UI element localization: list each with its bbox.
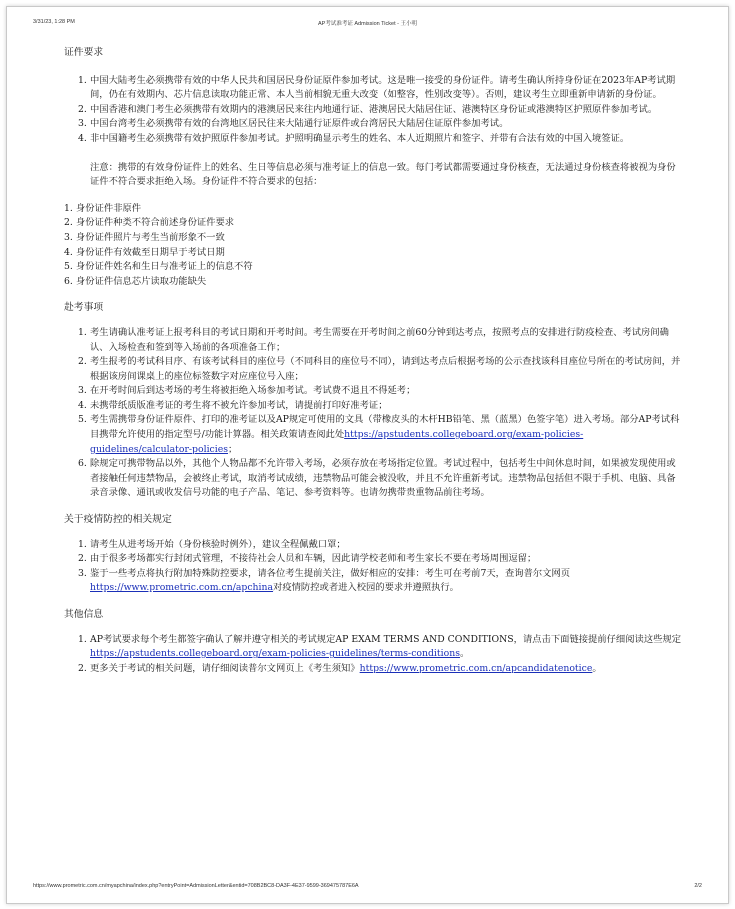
id-requirements-list: [64, 74, 684, 147]
list-item: 2. 中国香港和澳门考生必须携带有效期内的港澳居民来往内地通行证、港澳居民大陆居住证、港澳特区身份证或港澳特区护照原件参加考试。: [78, 103, 658, 115]
section-title-covid-rules: 关于疫情防控的相关规定: [64, 514, 172, 526]
list-item: 2. 由于很多考场都实行封闭式管理，不接待社会人员和车辆，因此请学校老师和考生家长不要在考场周围逗留；: [78, 553, 537, 565]
list-item: 5. 身份证件姓名和生日与准考证上的信息不符: [64, 261, 253, 273]
section-title-exam-day: 赴考事项: [64, 302, 104, 314]
print-timestamp: 3/31/23, 1:28 PM: [33, 19, 75, 25]
list-item: 3. 在开考时间后到达考场的考生将被拒绝入场参加考试。考试费不退且不得延考；: [78, 385, 416, 397]
page-content: [64, 46, 684, 676]
document-page: [6, 6, 729, 904]
list-item: 3. 中国台湾考生必须携带有效的台湾地区居民往来大陆通行证原件或台湾居民大陆居住证原件参加考试。: [78, 118, 509, 130]
id-note: 注意：携带的有效身份证件上的姓名、生日等信息必须与准考证上的信息一致。每门考试都需要通过身份核查，无法通过身份核查将被视为身份证件不符合要求拒绝入场。身份证件不符合要求的包括：: [90, 161, 676, 188]
candidate-notice-link[interactable]: https://www.prometric.com.cn/apcandidatenotice: [359, 662, 593, 674]
list-item: 2. 身份证件种类不符合前述身份证件要求: [64, 217, 235, 229]
covid-rules-list: [64, 538, 684, 596]
list-item: 1. 中国大陆考生必须携带有效的中华人民共和国居民身份证原件参加考试。这是唯一接受的身份证件。请考生确认所持身份证在2023年AP考试期间，仍在有效期内、芯片信息读取功能正常、本人当前相貌无重大改变（如整容，性别改变等）。否则，建议考生立即重新申请新的身份证。: [78, 74, 676, 101]
list-item: 3. 鉴于一些考点将执行附加特殊防控要求，请各位考生提前关注，做好相应的安排：考生可在考前7天，查询普尔文网页https://www.prometric.com.cn/apchina对疫情防控或者进入校园的要求并遵照执行。: [78, 567, 571, 594]
calculator-policy-link[interactable]: https://apstudents.collegeboard.org/exam-policies-guidelines/calculator-policies: [90, 429, 584, 455]
exam-day-list: [64, 326, 684, 501]
other-info-list: [64, 633, 684, 677]
print-url: https://www.prometric.com.cn/myapchina/index.php?entryPoint=AdmissionLetter&entid=708B2BC8-DA3F-4E37-9599-369475787E6A: [33, 883, 359, 889]
list-item: 1. 身份证件非原件: [64, 202, 142, 214]
list-item: 4. 身份证件有效截至日期早于考试日期: [64, 246, 225, 258]
page-number: 2/2: [694, 883, 702, 889]
print-title: AP考试准考证 Admission Ticket - 王小明: [317, 21, 418, 27]
list-item: 4. 非中国籍考生必须携带有效护照原件参加考试。护照明确显示考生的姓名、本人近期照片和签字、并带有合法有效的中国入境签证。: [78, 132, 630, 144]
section-title-other-info: 其他信息: [64, 609, 104, 620]
list-item: 1. 考生请确认准考证上报考科目的考试日期和开考时间。考生需要在开考时间之前60分钟到达考点，按照考点的安排进行防疫检查、考试房间确认、入场检查和签到等入场前的各项准备工作；: [78, 326, 669, 353]
terms-conditions-link[interactable]: https://apstudents.collegeboard.org/exam-policies-guidelines/terms-conditions: [90, 648, 460, 660]
list-item: 4. 未携带纸质版准考证的考生将不被允许参加考试，请提前打印好准考证；: [78, 399, 388, 411]
list-item: 3. 身份证件照片与考生当前形象不一致: [64, 231, 225, 243]
list-item: 6. 身份证件信息芯片读取功能缺失: [64, 275, 207, 287]
list-item: 2. 更多关于考试的相关问题，请仔细阅读普尔文网页上《考生须知》https://www.prometric.com.cn/apcandidatenotice。: [78, 662, 602, 674]
list-item: 2. 考生报考的考试科目序、有该考试科目的座位号（不同科目的座位号不同），请到达考点后根据考场的公示查找该科目座位号所在的考试房间，并根据该房间课桌上的座位标签数字对应座位号入座；: [78, 356, 681, 382]
list-item: 6. 除规定可携带物品以外，其他个人物品都不允许带入考场，必须存放在考场指定位置。考试过程中，包括考生中间休息时间，如果被发现使用或者接触任何违禁物品，会被终止考试，取消考试成绩，违禁物品可能会被没收，并且不允许重新考试。违禁物品包括但不限于手机、电脑、具备录音录像、通讯或收发信号功能的电子产品、笔记、参考资料等。也请勿携带贵重物品前往考场。: [78, 458, 676, 499]
id-rejection-reasons-list: [64, 202, 684, 290]
list-item: 5. 考生需携带身份证件原件、打印的准考证以及AP规定可使用的文具（带橡皮头的木杆HB铅笔、黑（蓝黑）色签字笔）进入考场。部分AP考试科目携带允许使用的指定型号/功能计算器。相关政策请查阅此处https://apstudents.collegeboard.org/exam-policies-guidelines/calculator-policies；: [78, 414, 680, 455]
list-item: 1. AP考试要求每个考生都签字确认了解并遵守相关的考试规定AP EXAM TERMS AND CONDITIONS，请点击下面链接提前仔细阅读这些规定https://apstudents.collegeboard.org/exam-policies-guidelines/terms-conditions。: [78, 633, 682, 660]
prometric-apchina-link[interactable]: https://www.prometric.com.cn/apchina: [90, 582, 274, 594]
section-title-id-requirements: 证件要求: [64, 47, 104, 58]
list-item: 1. 请考生从进考场开始（身份核验时例外），建议全程佩戴口罩；: [78, 538, 346, 550]
